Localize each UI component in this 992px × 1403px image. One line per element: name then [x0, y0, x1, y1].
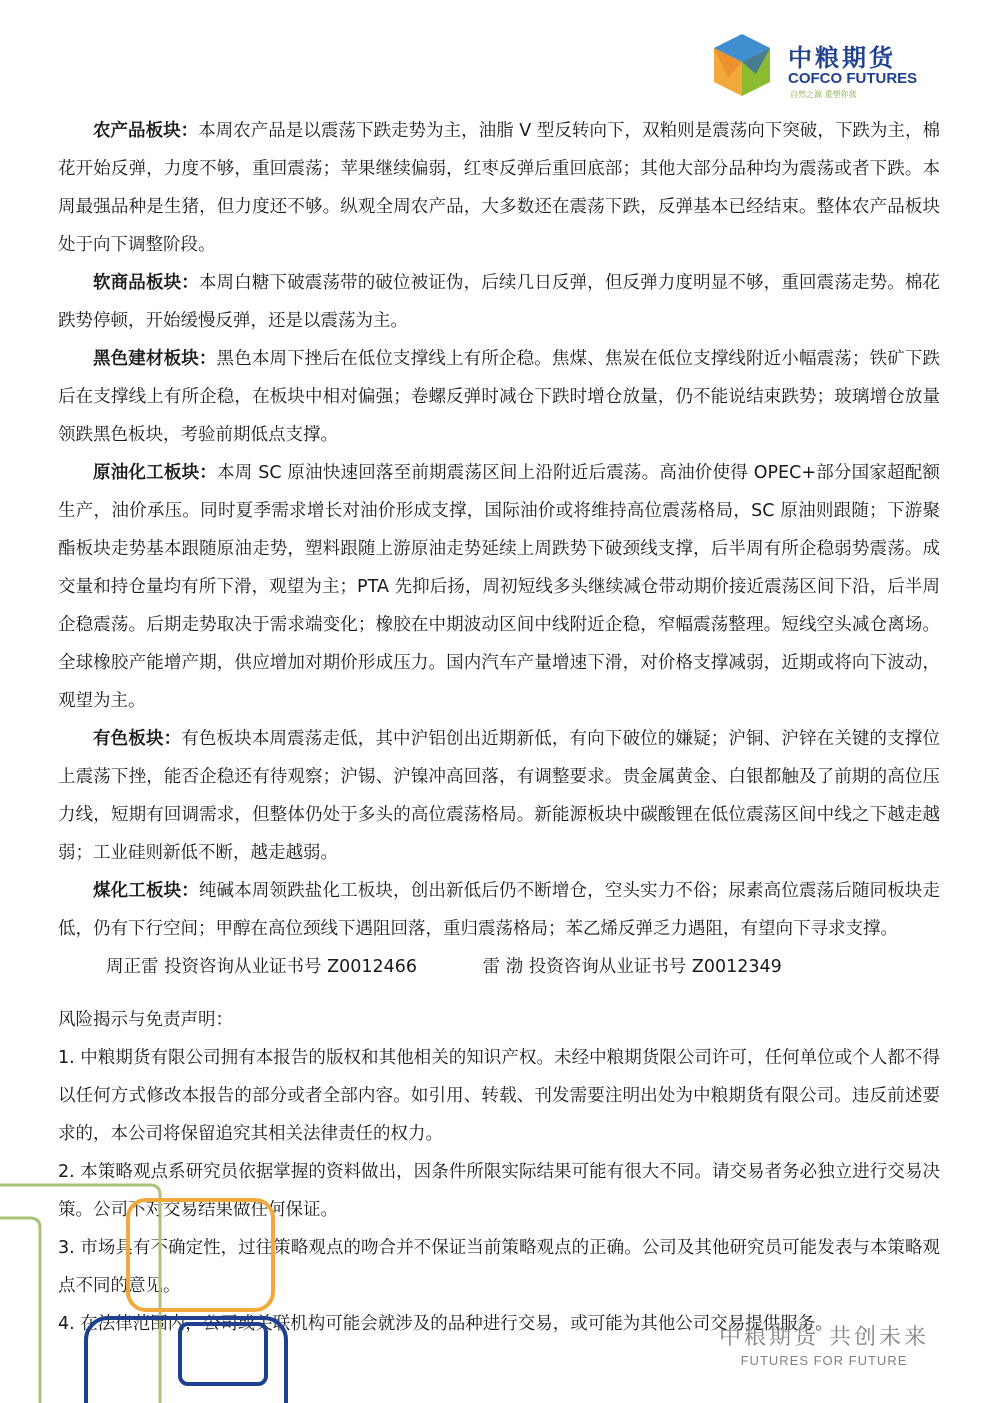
report-body	[58, 112, 940, 1343]
section-text: 有色板块本周震荡走低，其中沪铝创出近期新低，有向下破位的嫌疑；沪铜、沪锌在关键的支撑位上震荡下挫，能否企稳还有待观察；沪锡、沪镍冲高回落，有调整要求。贵金属黄金、白银都触及了前期的高位压力线，短期有回调需求，但整体仍处于多头的高位震荡格局。新能源板块中碳酸锂在低位震荡区间中线之下越走越弱；工业硅则新低不断，越走越弱。	[58, 729, 941, 863]
section-text: 本周 SC 原油快速回落至前期震荡区间上沿附近后震荡。高油价使得 OPEC+部分国家超配额生产，油价承压。同时夏季需求增长对油价形成支撑，国际油价或将维持高位震荡格局，SC 原油则跟随；下游聚酯板块走势基本跟随原油走势，塑料跟随上游原油走势延续上周跌势下破颈线支撑，后半周有所企稳弱势震荡。成交量和持仓量均有所下滑，观望为主；PTA 先抑后扬，周初短线多头继续减仓带动期价接近震荡区间下沿，后半周企稳震荡。后期走势取决于需求端变化；橡胶在中期波动区间中线附近企稳，窄幅震荡整理。短线空头减仓离场。全球橡胶产能增产期，供应增加对期价形成压力。国内汽车产量增速下滑，对价格支撑减弱，近期或将向下波动，观望为主。	[58, 463, 941, 711]
logo-en-text: COFCO FUTURES	[788, 70, 918, 87]
risk-item: 1. 中粮期货有限公司拥有本报告的版权和其他相关的知识产权。未经中粮期货限公司许可，任何单位或个人都不得以任何方式修改本报告的部分或者全部内容。如引用、转载、刊发需要注明出处为中粮期货有限公司。违反前述要求的，本公司将保留追究其相关法律责任的权力。	[58, 1048, 940, 1144]
logo-cn-text: 中粮期货	[788, 44, 896, 72]
section-soft	[58, 264, 940, 340]
risk-item: 4. 在法律范围内，公司或关联机构可能会就涉及的品种进行交易，或可能为其他公司交易提供服务。	[58, 1314, 833, 1334]
section-crude-chem	[58, 454, 940, 720]
footer-en-slogan: FUTURES FOR FUTURE	[740, 1353, 908, 1368]
footer-cn-slogan: 中粮期货 共创未来	[719, 1325, 929, 1350]
section-label: 农产品板块：	[93, 121, 199, 141]
risk-item: 3. 市场具有不确定性，过往策略观点的吻合并不保证当前策略观点的正确。公司及其他研究员可能发表与本策略观点不同的意见。	[58, 1238, 940, 1296]
risk-disclaimer-title: 风险揭示与免责声明：	[58, 1010, 233, 1030]
section-label: 煤化工板块：	[93, 881, 199, 901]
analyst-1: 周正雷 投资咨询从业证书号 Z0012466	[106, 957, 418, 977]
section-coal-chem	[58, 872, 940, 948]
company-logo	[708, 30, 948, 102]
logo-slogan: 自然之源 重塑你我	[790, 90, 857, 99]
section-label: 黑色建材板块：	[93, 349, 217, 369]
risk-item: 2. 本策略观点系研究员依据掌握的资料做出，因条件所限实际结果可能有很大不同。请交易者务必独立进行交易决策。公司不对交易结果做任何保证。	[58, 1162, 940, 1220]
section-agri	[58, 112, 940, 264]
section-text: 纯碱本周领跌盐化工板块，创出新低后仍不断增仓，空头实力不俗；尿素高位震荡后随同板块走低，仍有下行空间；甲醇在高位颈线下遇阻回落，重归震荡格局；苯乙烯反弹乏力遇阻，有望向下寻求支撑。	[58, 881, 941, 939]
section-text: 本周农产品是以震荡下跌走势为主，油脂 V 型反转向下，双粕则是震荡向下突破，下跌为主，棉花开始反弹，力度不够，重回震荡；苹果继续偏弱，红枣反弹后重回底部；其他大部分品种均为震荡或者下跌。本周最强品种是生猪，但力度还不够。纵观全周农产品，大多数还在震荡下跌，反弹基本已经结束。整体农产品板块处于向下调整阶段。	[58, 121, 941, 255]
analyst-2: 雷 渤 投资咨询从业证书号 Z0012349	[482, 957, 782, 977]
section-label: 有色板块：	[93, 729, 182, 749]
section-text: 黑色本周下挫后在低位支撑线上有所企稳。焦煤、焦炭在低位支撑线附近小幅震荡；铁矿下跌后在支撑线上有所企稳，在板块中相对偏强；卷螺反弹时减仓下跌时增仓放量，仍不能说结束跌势；玻璃增仓放量领跌黑色板块，考验前期低点支撑。	[58, 349, 941, 445]
section-label: 原油化工板块：	[93, 463, 218, 483]
analyst-signature	[58, 948, 940, 986]
section-text: 本周白糖下破震荡带的破位被证伪，后续几日反弹，但反弹力度明显不够，重回震荡走势。棉花跌势停顿，开始缓慢反弹，还是以震荡为主。	[58, 273, 941, 331]
logo-cube-icon	[708, 30, 776, 102]
section-nonferrous	[58, 720, 940, 872]
section-label: 软商品板块：	[93, 273, 199, 293]
section-black	[58, 340, 940, 454]
